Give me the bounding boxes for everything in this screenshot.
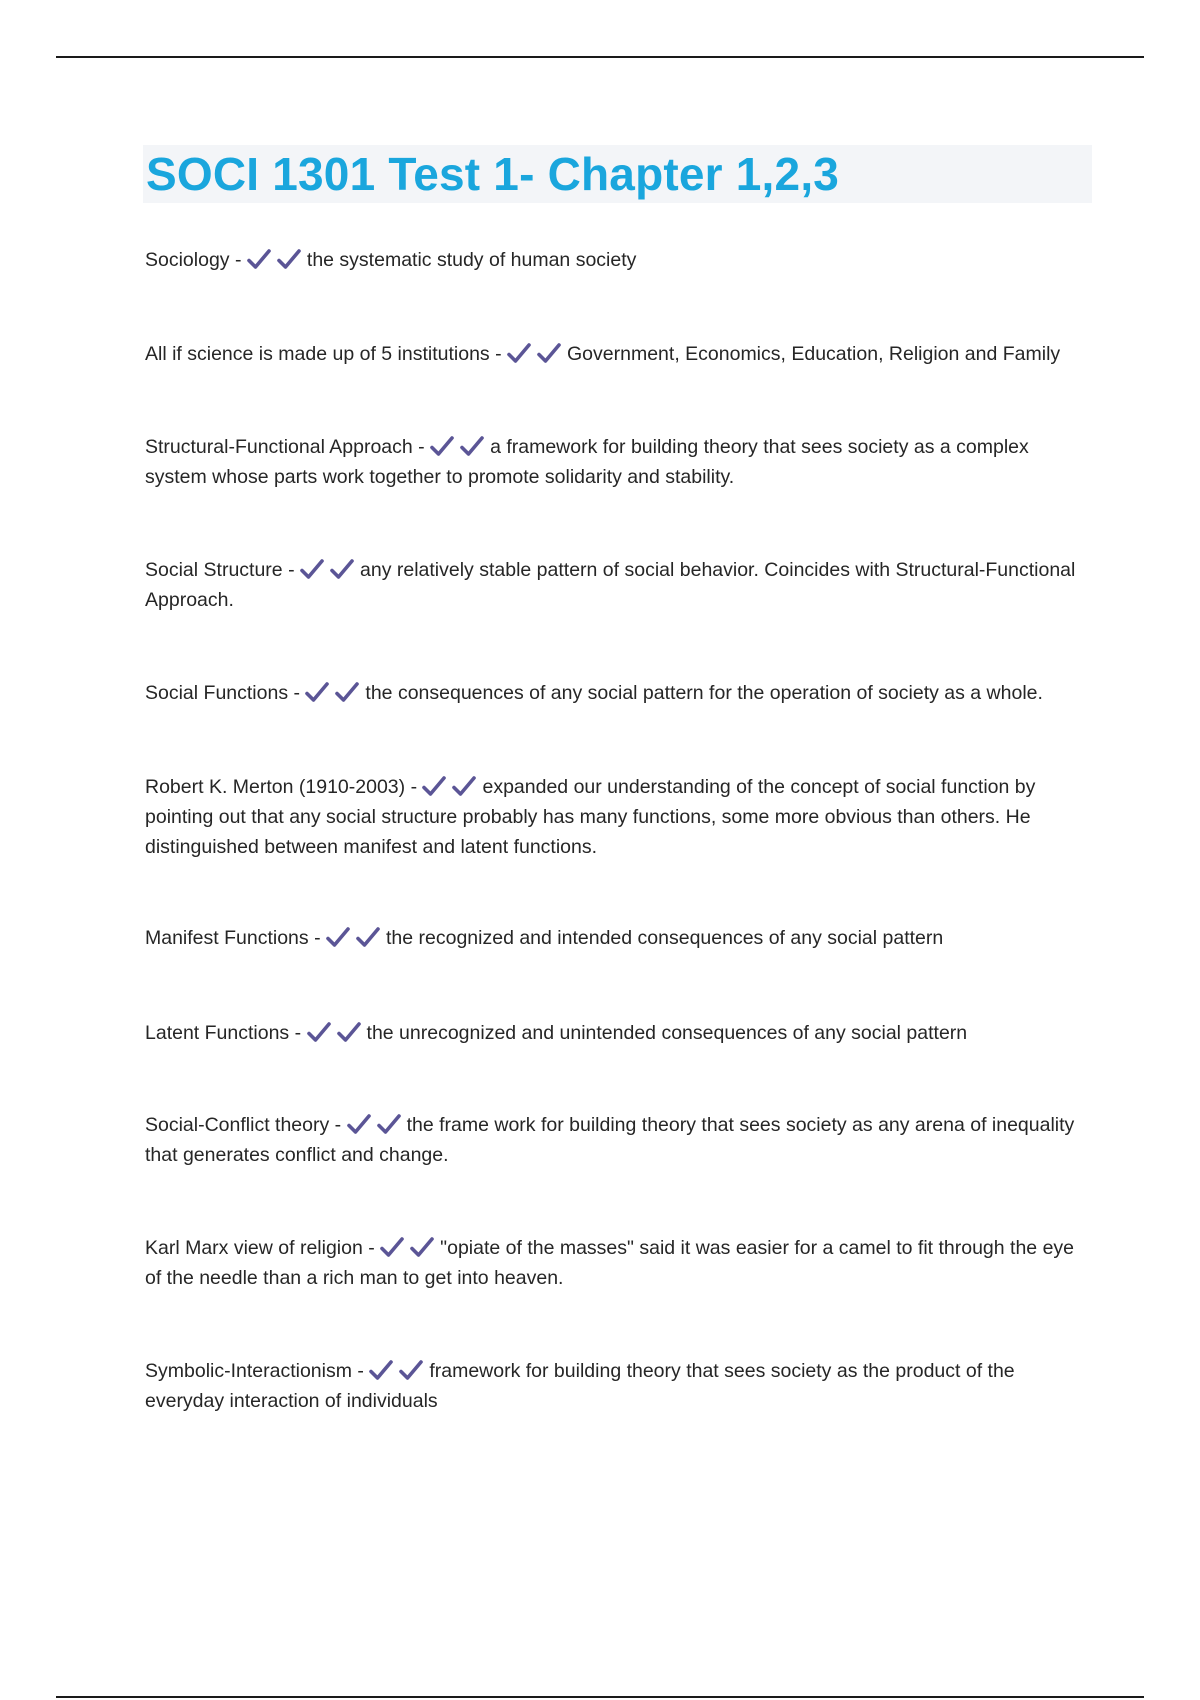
- checkmark-icon: [277, 248, 301, 270]
- checkmark-icon: [460, 435, 484, 457]
- checkmark-icon: [369, 1359, 393, 1381]
- entry-definition: the frame work for building theory that sees society as any arena of inequality that generates conflict and change.: [145, 1114, 1075, 1166]
- checkmark-icon: [537, 342, 561, 364]
- entry-separator: -: [334, 1114, 342, 1136]
- flashcard-entry: [145, 772, 1095, 862]
- checkmark-icon: [300, 558, 324, 580]
- checkmark-icon: [356, 926, 380, 948]
- flashcard-entry: [145, 1356, 1095, 1416]
- checkmark-icon: [337, 1021, 361, 1043]
- entry-separator: -: [410, 776, 418, 798]
- entry-separator: -: [368, 1237, 375, 1259]
- entry-separator: -: [357, 1360, 364, 1382]
- entry-term: Latent Functions: [145, 1022, 290, 1044]
- entry-definition: the consequences of any social pattern for the operation of society as a whole.: [365, 682, 1043, 704]
- checkmark-icon: [422, 775, 446, 797]
- entry-term: Robert K. Merton (1910-2003): [145, 776, 406, 798]
- flashcard-entry: [145, 1110, 1095, 1170]
- entry-term: All if science is made up of 5 institutions: [145, 343, 490, 365]
- flashcard-entry: [145, 245, 1095, 275]
- entry-term: Social Structure: [145, 559, 283, 581]
- entry-term: Karl Marx view of religion: [145, 1237, 363, 1259]
- entry-definition: the recognized and intended consequences of any social pattern: [386, 927, 944, 949]
- top-rule: [56, 56, 1144, 58]
- entry-separator: -: [294, 1022, 302, 1044]
- flashcard-entry: [145, 1018, 1095, 1048]
- entry-separator: -: [418, 436, 425, 458]
- entry-definition: Government, Economics, Education, Religion and Family: [567, 343, 1061, 365]
- entry-separator: -: [495, 343, 502, 365]
- entry-separator: -: [314, 927, 321, 949]
- checkmark-icon: [377, 1113, 401, 1135]
- entry-definition: the systematic study of human society: [306, 249, 637, 271]
- checkmark-icon: [335, 681, 359, 703]
- checkmark-icon: [326, 926, 350, 948]
- flashcard-entry: [145, 678, 1095, 708]
- checkmark-icon: [305, 681, 329, 703]
- entry-definition: any relatively stable pattern of social behavior. Coincides with Structural-Functional Approach.: [145, 559, 1076, 611]
- entry-term: Social-Conflict theory: [145, 1114, 330, 1136]
- flashcard-entry: [145, 923, 1095, 953]
- checkmark-icon: [430, 435, 454, 457]
- entry-definition: the unrecognized and unintended consequences of any social pattern: [366, 1022, 968, 1044]
- entry-separator: -: [234, 249, 242, 271]
- entry-definition: expanded our understanding of the concept of social function by pointing out that any social structure probably has many functions, some more obvious than others. He distinguished between manifest and latent functions.: [145, 776, 1036, 858]
- checkmark-icon: [452, 775, 476, 797]
- entry-term: Structural-Functional Approach: [145, 436, 413, 458]
- checkmark-icon: [347, 1113, 371, 1135]
- flashcard-entry: [145, 1233, 1095, 1293]
- bottom-rule: [56, 1696, 1144, 1698]
- checkmark-icon: [247, 248, 271, 270]
- flashcard-entry: [145, 555, 1095, 615]
- entry-definition: framework for building theory that sees society as the product of the everyday interaction of individuals: [145, 1360, 1015, 1412]
- checkmark-icon: [307, 1021, 331, 1043]
- entry-term: Symbolic-Interactionism: [145, 1360, 352, 1382]
- entry-term: Social Functions: [145, 682, 289, 704]
- entry-definition: a framework for building theory that sees society as a complex system whose parts work together to promote solidarity and stability.: [145, 436, 1029, 488]
- checkmark-icon: [330, 558, 354, 580]
- checkmark-icon: [380, 1236, 404, 1258]
- flashcard-entry: [145, 339, 1095, 369]
- entry-definition: "opiate of the masses" said it was easier for a camel to fit through the eye of the needle than a rich man to get into heaven.: [145, 1237, 1075, 1289]
- entry-term: Manifest Functions: [145, 927, 309, 949]
- entry-term: Sociology: [145, 249, 230, 271]
- page-title: SOCI 1301 Test 1- Chapter 1,2,3: [146, 148, 840, 200]
- flashcard-entry: [145, 432, 1095, 492]
- checkmark-icon: [507, 342, 531, 364]
- checkmark-icon: [410, 1236, 434, 1258]
- entry-separator: -: [293, 682, 300, 704]
- checkmark-icon: [399, 1359, 423, 1381]
- entry-separator: -: [288, 559, 295, 581]
